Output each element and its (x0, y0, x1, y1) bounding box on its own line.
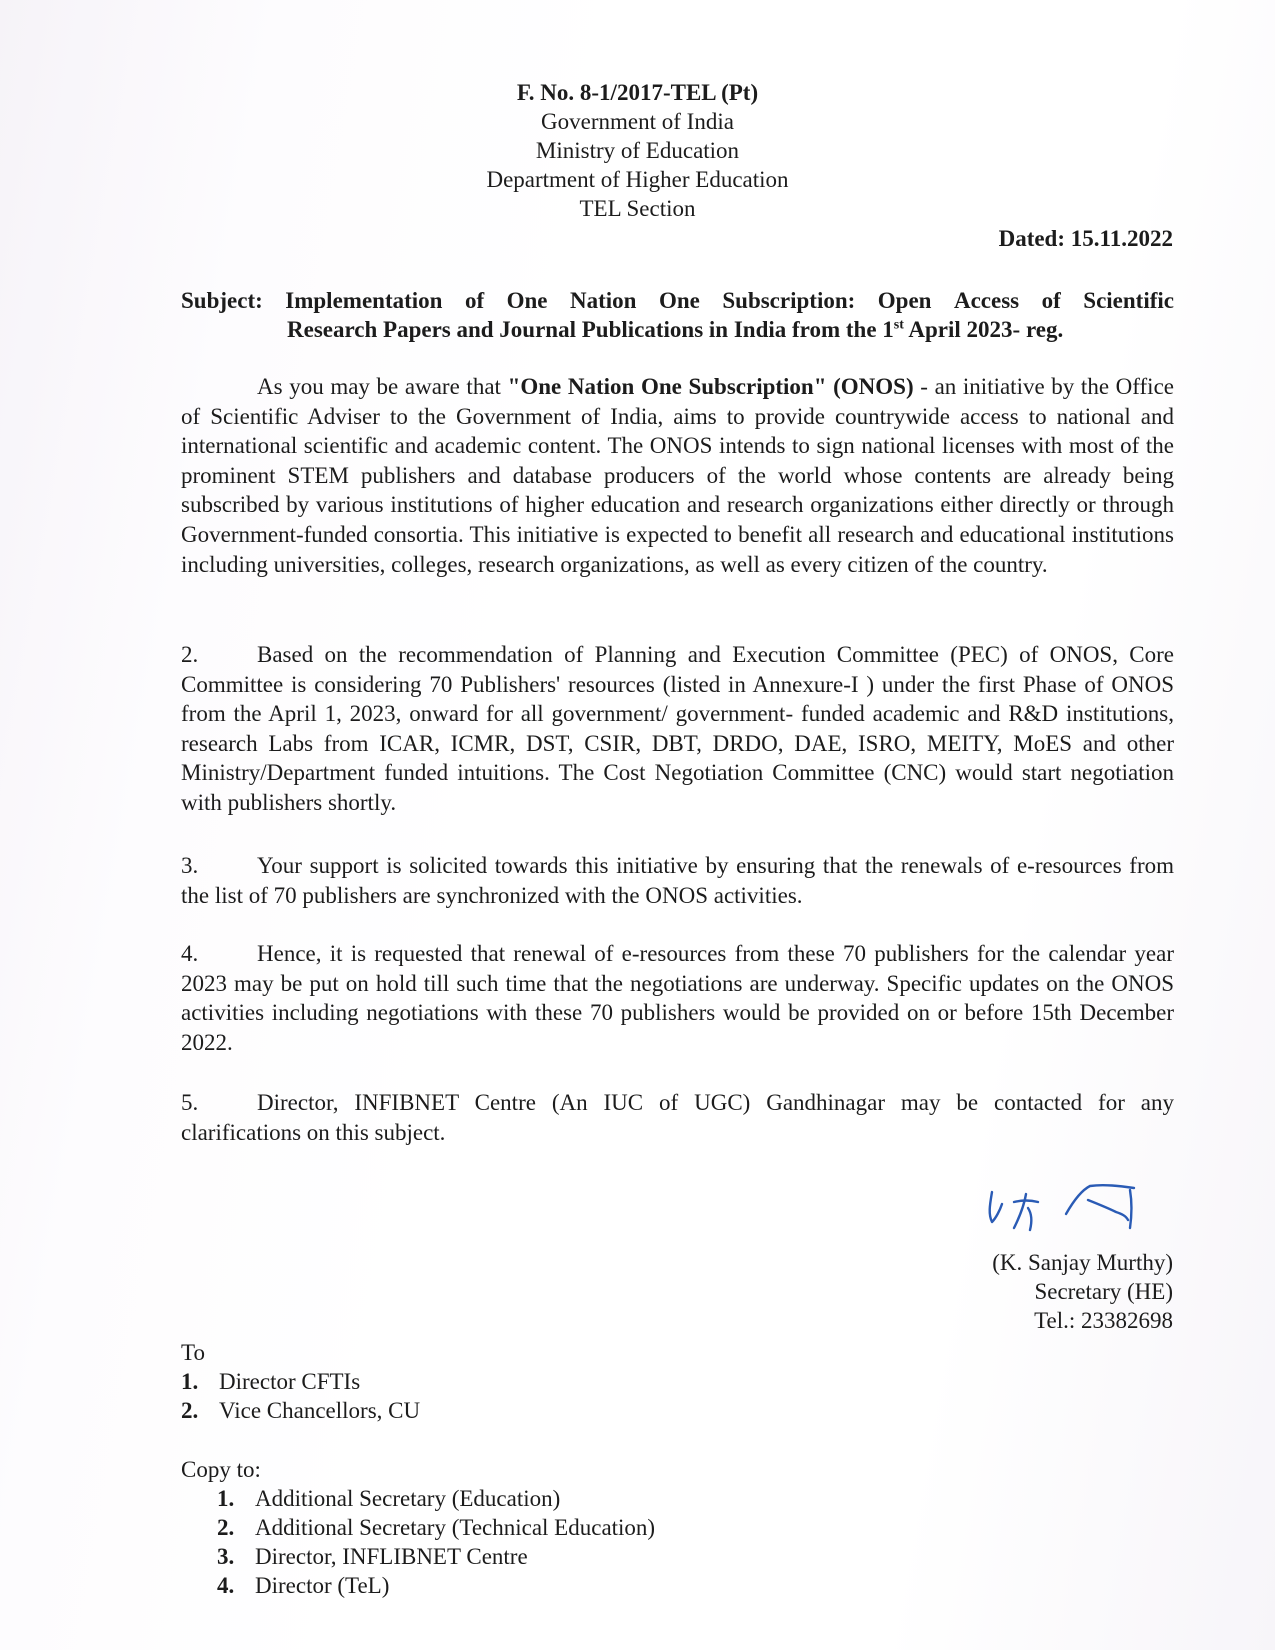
signature-block (992, 1248, 1173, 1335)
paragraph-4-body: Hence, it is requested that renewal of e-resources from these 70 publishers for the calendar year 2023 may be put on hold till such time that the negotiations are underway. Specific updates on the ONOS activities including negotiations with these 70 publishers would be provided on or before 15th December 2022. (181, 941, 1174, 1055)
copy-to-label: Copy to: (181, 1457, 261, 1482)
subject-word: One (506, 288, 548, 313)
item-text: Additional Secretary (Education) (255, 1486, 561, 1511)
list-item (217, 1571, 655, 1600)
item-number: 1. (181, 1369, 199, 1394)
subject-word: One (658, 288, 700, 313)
signatory-designation: Secretary (HE) (1034, 1279, 1173, 1304)
list-item (217, 1513, 655, 1542)
subject-word: Subscription: (722, 288, 856, 313)
item-text: Vice Chancellors, CU (219, 1398, 421, 1423)
org-line-government: Government of India (541, 109, 734, 134)
item-text: Director CFTIs (219, 1369, 361, 1394)
paragraph-1-body: - an initiative by the Office of Scientific Adviser to the Government of India, aims to provide countrywide access to national and international scientific and academic content. The ONOS intends to sign national licenses with most of the prominent STEM publishers and database producers of the world whose contents are already being subscribed by various institutions of higher education and research organizations either directly or through Government-funded consortia. This initiative is expected to benefit all research and educational institutions including universities, colleges, research organizations, as well as every citizen of the country. (181, 374, 1174, 577)
paragraph-2 (181, 640, 1174, 818)
copy-to-block (181, 1455, 655, 1600)
subject-word: of (1041, 288, 1061, 313)
subject-line-1 (181, 286, 1174, 315)
list-item (181, 1396, 420, 1425)
paragraph-1-intro: As you may be aware that (257, 374, 508, 399)
paragraph-5 (181, 1088, 1174, 1147)
paragraph-1 (181, 372, 1174, 579)
subject-text-end: April 2023- reg. (903, 317, 1064, 342)
item-number: 1. (217, 1486, 235, 1511)
handwritten-signature (980, 1180, 1180, 1240)
paragraph-2-body: Based on the recommendation of Planning and Execution Committee (PEC) of ONOS, Core Committee is considering 70 Publishers' resources (listed in Annexure-I ) under the first Phase of ONOS from the April 1, 2023, onward for all government/ government- funded academic and R&D institutions, research Labs from ICAR, ICMR, DST, CSIR, DBT, DRDO, DAE, ISRO, MEITY, MoES and other Ministry/Department funded intuitions. The Cost Negotiation Committee (CNC) would start negotiation with publishers shortly. (181, 642, 1174, 815)
paragraph-3-body: Your support is solicited towards this initiative by ensuring that the renewals of e-resources from the list of 70 publishers are synchronized with the ONOS activities. (181, 853, 1174, 908)
copy-to-list (181, 1484, 655, 1600)
subject-word: Nation (570, 288, 637, 313)
org-line-ministry: Ministry of Education (535, 138, 740, 163)
file-number: F. No. 8-1/2017-TEL (Pt) (516, 80, 759, 105)
subject-superscript: st (893, 317, 904, 333)
paragraph-3 (181, 851, 1174, 910)
signatory-telephone: Tel.: 23382698 (1034, 1308, 1173, 1333)
to-label: To (181, 1340, 205, 1365)
org-line-department: Department of Higher Education (486, 167, 789, 192)
paragraph-1-bold: "One Nation One Subscription" (ONOS) (507, 374, 914, 399)
subject-line-2 (181, 315, 1174, 344)
list-item (217, 1484, 655, 1513)
org-line-section: TEL Section (579, 196, 696, 221)
subject-word: Scientific (1083, 288, 1174, 313)
letter-date: Dated: 15.11.2022 (998, 226, 1173, 251)
item-number: 2. (181, 1398, 199, 1423)
paragraph-number: 5. (181, 1090, 199, 1115)
paragraph-5-body: Director, INFIBNET Centre (An IUC of UGC) Gandhinagar may be contacted for any clarifications on this subject. (181, 1090, 1174, 1145)
subject-word: of (464, 288, 485, 313)
recipients-list (181, 1367, 420, 1425)
item-text: Director, INFLIBNET Centre (255, 1544, 528, 1569)
paragraph-number: 3. (181, 853, 199, 878)
paragraph-4 (181, 939, 1174, 1057)
subject-word: Access (953, 288, 1020, 313)
item-number: 4. (217, 1573, 235, 1598)
paragraph-number: 2. (181, 642, 199, 667)
subject-label: Subject: (181, 288, 263, 313)
subject-word: Open (877, 288, 932, 313)
subject-block (181, 286, 1174, 344)
subject-word: Implementation (285, 288, 443, 313)
subject-text: Research Papers and Journal Publications in India from the 1 (287, 317, 894, 342)
recipients-block (181, 1338, 420, 1425)
item-text: Director (TeL) (255, 1573, 390, 1598)
list-item (217, 1542, 655, 1571)
item-number: 2. (217, 1515, 235, 1540)
letter-header (0, 78, 1275, 223)
signatory-name: (K. Sanjay Murthy) (992, 1250, 1173, 1275)
item-text: Additional Secretary (Technical Education) (255, 1515, 656, 1540)
paragraph-number: 4. (181, 941, 199, 966)
list-item (181, 1367, 420, 1396)
item-number: 3. (217, 1544, 235, 1569)
